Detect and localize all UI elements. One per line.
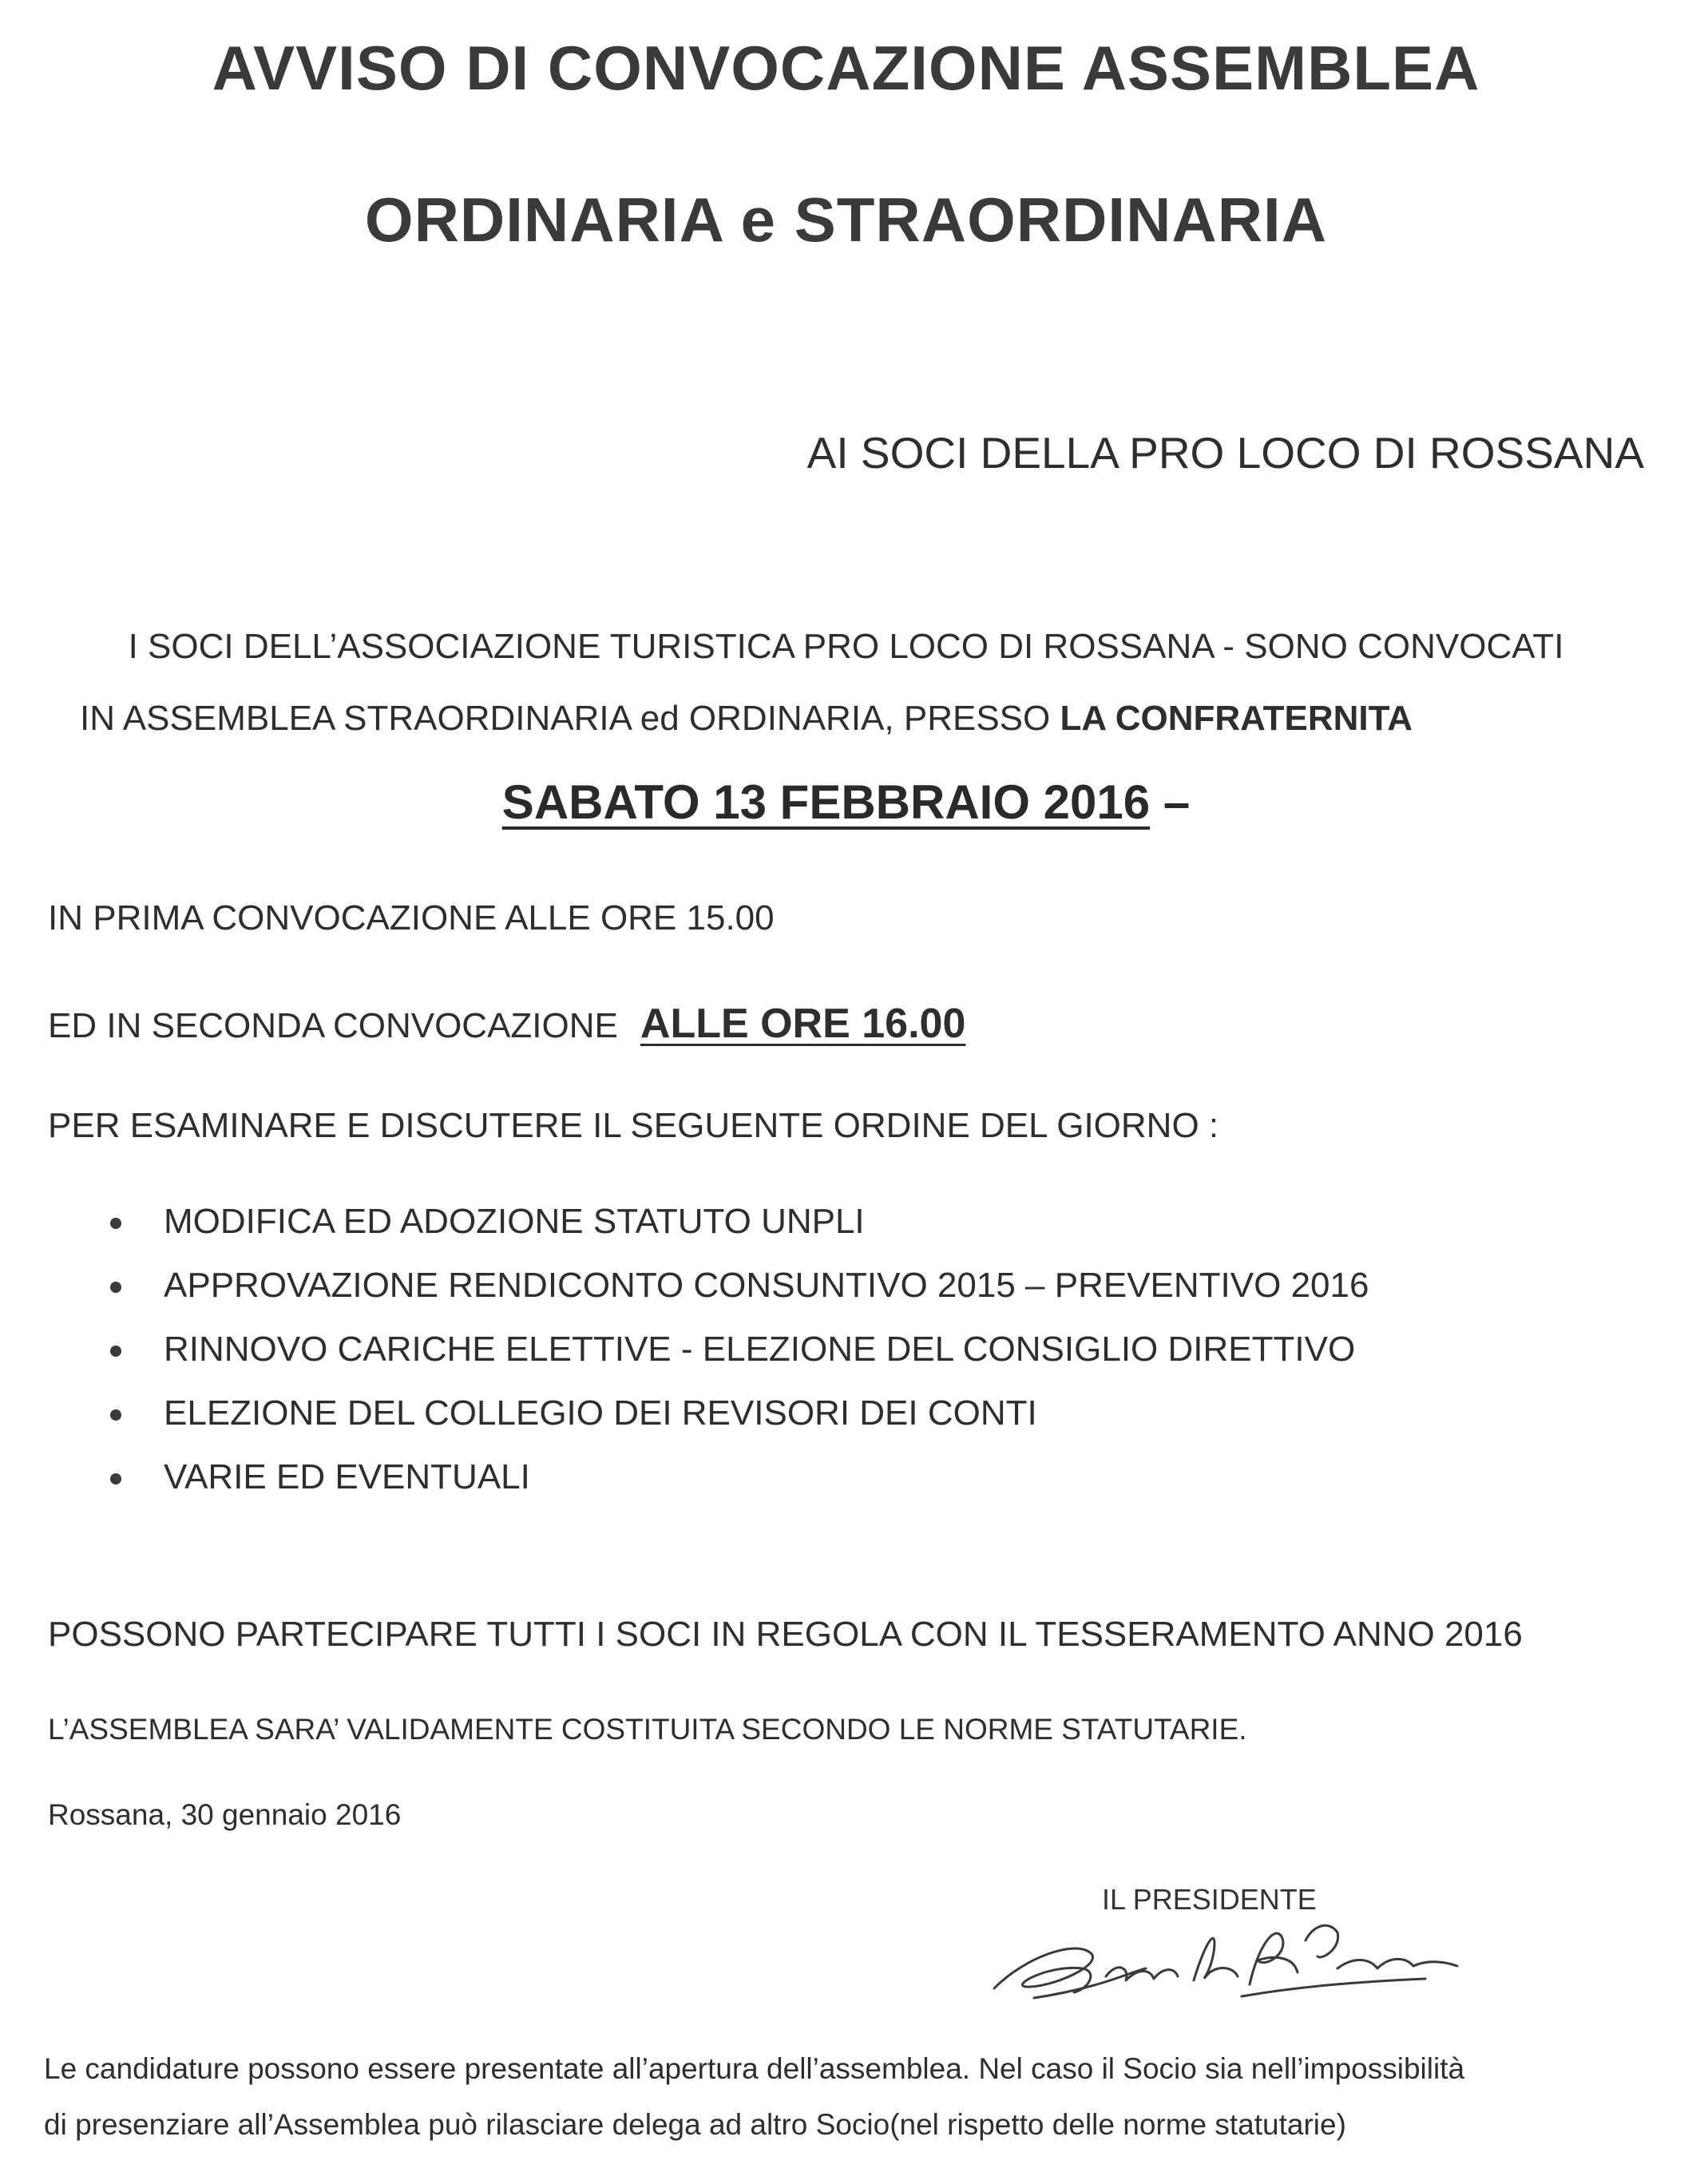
president-label: IL PRESIDENTE <box>1102 1883 1317 1916</box>
validity-note: L’ASSEMBLEA SARA’ VALIDAMENTE COSTITUITA SECONDO LE NORME STATUTARIE. <box>48 1713 1247 1746</box>
agenda-item-text: VARIE ED EVENTUALI <box>164 1457 530 1496</box>
agenda-item-text: MODIFICA ED ADOZIONE STATUTO UNPLI <box>164 1202 865 1241</box>
place-and-date: Rossana, 30 gennaio 2016 <box>48 1798 402 1831</box>
meeting-date-suffix: – <box>1150 775 1191 829</box>
second-call <box>48 1000 965 1048</box>
signature-icon <box>978 1893 1521 2012</box>
footer-note-line-1: Le candidature possono essere presentate all’apertura dell’assemblea. Nel caso il Socio sia nell’impossibilità <box>44 2052 1465 2085</box>
bullet-icon <box>110 1218 121 1229</box>
second-call-time: ALLE ORE 16.00 <box>640 1001 966 1047</box>
bullet-icon <box>110 1409 121 1421</box>
agenda-item-text: RINNOVO CARICHE ELETTIVE - ELEZIONE DEL CONSIGLIO DIRETTIVO <box>164 1330 1356 1369</box>
agenda-intro: PER ESAMINARE E DISCUTERE IL SEGUENTE ORDINE DEL GIORNO : <box>48 1106 1219 1145</box>
participation-note: POSSONO PARTECIPARE TUTTI I SOCI IN REGOLA CON IL TESSERAMENTO ANNO 2016 <box>48 1615 1523 1654</box>
bullet-icon <box>110 1473 121 1484</box>
agenda-item-text: ELEZIONE DEL COLLEGIO DEI REVISORI DEI CONTI <box>164 1393 1037 1433</box>
first-call: IN PRIMA CONVOCAZIONE ALLE ORE 15.00 <box>48 898 775 937</box>
agenda-item-text: APPROVAZIONE RENDICONTO CONSUNTIVO 2015 – PREVENTIVO 2016 <box>164 1266 1369 1305</box>
second-call-prefix: ED IN SECONDA CONVOCAZIONE <box>48 1006 618 1045</box>
title-line-1: AVVISO DI CONVOCAZIONE ASSEMBLEA <box>212 33 1480 103</box>
title-line-2: ORDINARIA e STRAORDINARIA <box>364 184 1328 255</box>
meeting-date: SABATO 13 FEBBRAIO 2016 <box>501 775 1151 829</box>
bullet-icon <box>110 1346 121 1357</box>
intro-line-1: I SOCI DELL’ASSOCIAZIONE TURISTICA PRO LOCO DI ROSSANA - SONO CONVOCATI <box>128 627 1564 666</box>
meeting-date-line <box>0 775 1692 830</box>
intro-line-2-prefix: IN ASSEMBLEA STRAORDINARIA ed ORDINARIA, PRESSO <box>80 699 1060 738</box>
addressee: AI SOCI DELLA PRO LOCO DI ROSSANA <box>806 428 1644 478</box>
venue: LA CONFRATERNITA <box>1060 699 1413 738</box>
footer-note-line-2: di presenziare all’Assemblea può rilasciare delega ad altro Socio(nel rispetto delle norme statutarie) <box>44 2108 1346 2141</box>
bullet-icon <box>110 1282 121 1293</box>
intro-line-2 <box>80 699 1413 739</box>
